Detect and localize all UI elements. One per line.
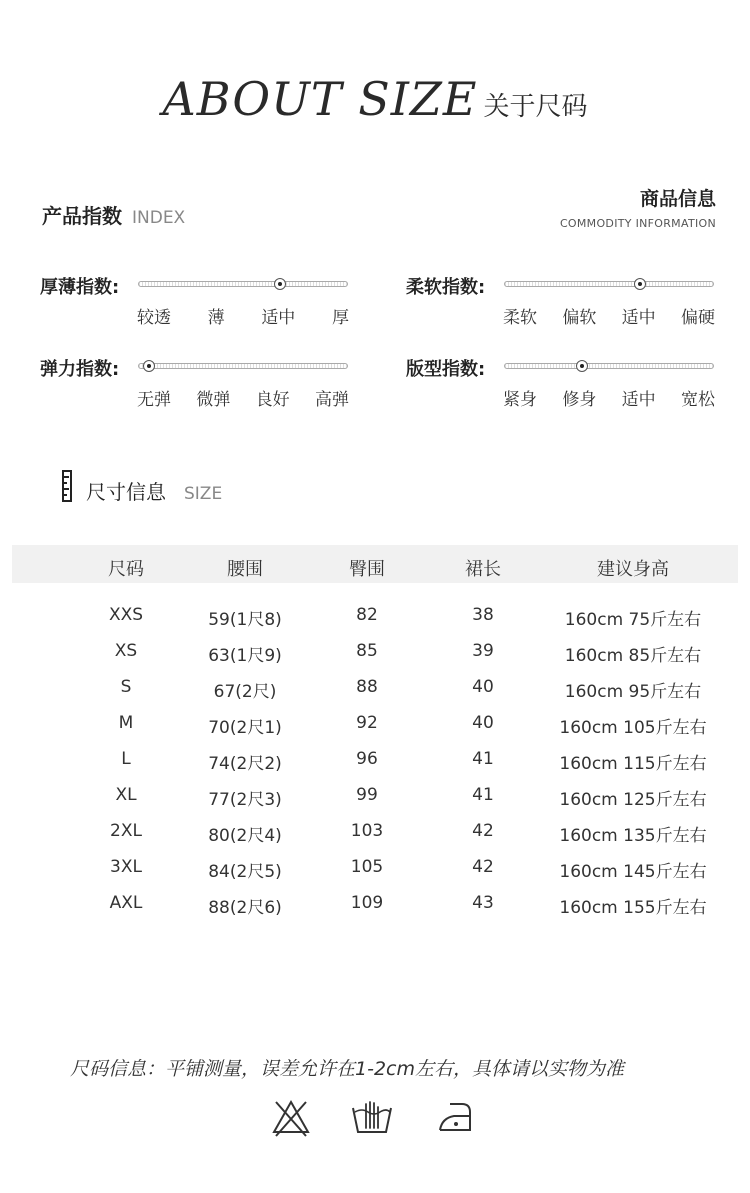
size-info-label: 尺寸信息 bbox=[86, 480, 166, 504]
index-option: 适中 bbox=[621, 390, 656, 410]
height-cell: 160cm 155斤左右 bbox=[559, 898, 707, 918]
waist-cell: 74(2尺2) bbox=[208, 754, 282, 774]
index-option: 偏硬 bbox=[680, 308, 715, 328]
height-cell: 160cm 85斤左右 bbox=[564, 646, 702, 666]
index-option: 宽松 bbox=[680, 390, 715, 410]
table-row bbox=[0, 813, 750, 849]
waist-cell: 84(2尺5) bbox=[208, 862, 282, 882]
index-option: 微弹 bbox=[196, 390, 231, 410]
size-info-label-en: SIZE bbox=[184, 484, 223, 504]
size-cell: AXL bbox=[109, 893, 143, 913]
thickness-index-label: 厚薄指数: bbox=[40, 277, 120, 298]
index-option: 适中 bbox=[261, 308, 296, 328]
index-option: 无弹 bbox=[137, 390, 171, 410]
length-cell: 42 bbox=[472, 821, 494, 841]
commodity-info bbox=[560, 184, 716, 230]
length-cell: 38 bbox=[472, 605, 494, 625]
index-option: 适中 bbox=[621, 308, 656, 328]
table-row bbox=[0, 849, 750, 885]
length-cell: 39 bbox=[472, 641, 494, 661]
table-header-hip: 臀围 bbox=[349, 559, 385, 580]
table-row bbox=[0, 777, 750, 813]
hip-cell: 82 bbox=[356, 605, 378, 625]
size-cell: XS bbox=[114, 641, 138, 661]
height-cell: 160cm 115斤左右 bbox=[559, 754, 707, 774]
height-cell: 160cm 145斤左右 bbox=[559, 862, 707, 882]
length-cell: 40 bbox=[472, 677, 494, 697]
index-option: 修身 bbox=[562, 390, 597, 410]
hip-cell: 92 bbox=[356, 713, 378, 733]
waist-cell: 70(2尺1) bbox=[208, 718, 282, 738]
index-option: 紧身 bbox=[503, 390, 537, 410]
length-cell: 41 bbox=[472, 785, 494, 805]
hip-cell: 88 bbox=[356, 677, 378, 697]
index-option: 薄 bbox=[207, 308, 225, 328]
table-row bbox=[0, 669, 750, 705]
waist-cell: 67(2尺) bbox=[213, 682, 277, 702]
size-cell: 2XL bbox=[110, 821, 142, 841]
fit-index-label: 版型指数: bbox=[406, 359, 486, 380]
elasticity-index-options bbox=[137, 385, 349, 410]
commodity-info-cn: 商品信息 bbox=[639, 188, 716, 210]
softness-index-slider bbox=[504, 281, 714, 287]
commodity-info-en: COMMODITY INFORMATION bbox=[559, 217, 716, 230]
size-cell: XL bbox=[115, 785, 137, 805]
hip-cell: 85 bbox=[356, 641, 378, 661]
table-header-waist: 腰围 bbox=[227, 559, 263, 580]
fit-index-options bbox=[503, 385, 715, 410]
hip-cell: 96 bbox=[356, 749, 378, 769]
waist-cell: 63(1尺9) bbox=[208, 646, 282, 666]
index-option: 偏软 bbox=[562, 308, 597, 328]
no-bleach-icon bbox=[270, 1098, 312, 1138]
waist-cell: 77(2尺3) bbox=[208, 790, 282, 810]
table-row bbox=[0, 885, 750, 921]
table-header-size: 尺码 bbox=[108, 559, 144, 580]
height-cell: 160cm 135斤左右 bbox=[559, 826, 707, 846]
height-cell: 160cm 125斤左右 bbox=[559, 790, 707, 810]
elasticity-index-knob bbox=[143, 360, 155, 372]
softness-index-label: 柔软指数: bbox=[406, 277, 486, 298]
fit-index-slider bbox=[504, 363, 714, 369]
title-chinese: 关于尺码 bbox=[483, 92, 588, 122]
table-row bbox=[0, 705, 750, 741]
product-index-label: 产品指数 bbox=[42, 204, 122, 228]
hip-cell: 105 bbox=[350, 857, 384, 877]
fit-index-knob bbox=[576, 360, 588, 372]
measurement-note: 尺码信息：平铺测量，误差允许在1-2cm左右，具体请以实物为准 bbox=[70, 1058, 624, 1080]
table-row bbox=[0, 741, 750, 777]
hip-cell: 109 bbox=[350, 893, 384, 913]
length-cell: 40 bbox=[472, 713, 494, 733]
table-header-length: 裙长 bbox=[465, 559, 501, 580]
iron-icon bbox=[436, 1098, 474, 1138]
index-option: 柔软 bbox=[503, 308, 537, 328]
ruler-icon bbox=[62, 470, 72, 502]
waist-cell: 80(2尺4) bbox=[208, 826, 282, 846]
waist-cell: 88(2尺6) bbox=[208, 898, 282, 918]
height-cell: 160cm 105斤左右 bbox=[559, 718, 707, 738]
length-cell: 41 bbox=[472, 749, 494, 769]
height-cell: 160cm 95斤左右 bbox=[564, 682, 702, 702]
softness-index-knob bbox=[634, 278, 646, 290]
thickness-index-slider bbox=[138, 281, 348, 287]
hand-wash-icon bbox=[350, 1098, 394, 1138]
length-cell: 43 bbox=[472, 893, 494, 913]
index-option: 高弹 bbox=[314, 390, 349, 410]
table-row bbox=[0, 633, 750, 669]
size-cell: XXS bbox=[108, 605, 144, 625]
hip-cell: 99 bbox=[356, 785, 378, 805]
title-english: ABOUT SIZE bbox=[162, 72, 478, 126]
height-cell: 160cm 75斤左右 bbox=[564, 610, 702, 630]
size-info-heading bbox=[86, 476, 222, 505]
waist-cell: 59(1尺8) bbox=[208, 610, 282, 630]
index-option: 厚 bbox=[331, 308, 349, 328]
table-header-height: 建议身高 bbox=[597, 559, 669, 580]
elasticity-index-label: 弹力指数: bbox=[40, 359, 120, 380]
thickness-index-options bbox=[137, 303, 349, 328]
size-cell: S bbox=[120, 677, 132, 697]
thickness-index-knob bbox=[274, 278, 286, 290]
table-row bbox=[0, 597, 750, 633]
size-cell: L bbox=[121, 749, 131, 769]
page-title bbox=[0, 72, 750, 126]
length-cell: 42 bbox=[472, 857, 494, 877]
product-index-heading bbox=[42, 200, 185, 229]
size-cell: M bbox=[118, 713, 134, 733]
hip-cell: 103 bbox=[350, 821, 384, 841]
softness-index-options bbox=[503, 303, 715, 328]
size-cell: 3XL bbox=[110, 857, 142, 877]
index-option: 良好 bbox=[255, 390, 290, 410]
elasticity-index-slider bbox=[138, 363, 348, 369]
product-index-label-en: INDEX bbox=[132, 208, 186, 228]
index-option: 较透 bbox=[137, 308, 171, 328]
